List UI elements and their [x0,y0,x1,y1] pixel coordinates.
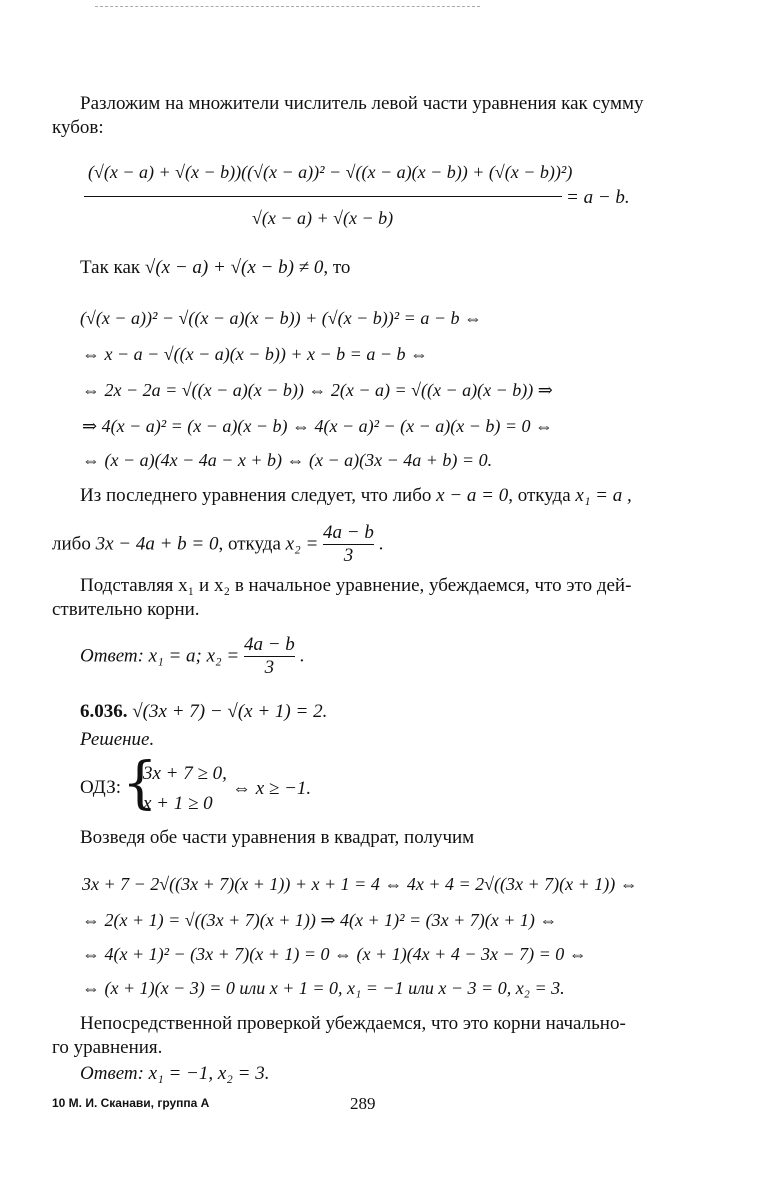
problem-equation: √(3x + 7) − √(x + 1) = 2. [132,701,328,722]
answer2-line [80,1062,269,1086]
big-fraction-rhs: = a − b. [566,187,630,208]
conclusion-expr-3: 3x − 4a + b = 0 [95,533,219,555]
conclusion-fraction [323,522,374,567]
intro-line-1: Разложим на множители числитель левой части уравнения как сумму [80,93,644,114]
conclusion-expr-1: x − a = 0 [436,485,509,506]
top-rule [95,6,480,7]
conclusion-mid-2: , откуда [218,533,281,555]
since-line [80,256,350,280]
odz-label: ОДЗ: [80,777,122,798]
answer1-fraction [244,634,295,679]
odz-cond-2: x + 1 ≥ 0 [143,793,213,814]
since-expr: √(x − a) + √(x − b) ≠ 0 [144,257,324,278]
problem-number: 6.036. [80,701,128,722]
big-fraction-denominator: √(x − a) + √(x − b) [252,208,394,228]
page-number: 289 [350,1094,376,1113]
chain2-line-2: ⇔ 2(x + 1) = √((3x + 7)(x + 1)) ⇒ 4(x + 1)² = (3x + 7)(x + 1) ⇔ [82,910,558,930]
chain1-line-1: (√(x − a))² − √((x − a)(x − b)) + (√(x − b))² = a − b ⇔ [80,308,482,328]
conclusion-end: . [378,533,384,555]
conclusion-text: Из последнего уравнения следует, что либо [80,485,432,506]
chain2-line-4: ⇔ (x + 1)(x − 3) = 0 или x + 1 = 0, x₁ = −1 или x − 3 = 0, x₂ = 3. [82,978,565,998]
conclusion-either: либо [52,533,91,555]
answer2-expr: x₁ = −1, x₂ = 3. [148,1063,270,1084]
answer1-line [80,634,304,679]
conclusion-expr-2: x₁ = a , [575,485,632,506]
answer2-label: Ответ: [80,1063,144,1084]
chain1-line-2: ⇔ x − a − √((x − a)(x − b)) + x − b = a − b ⇔ [82,344,428,364]
chain2-line-3: ⇔ 4(x + 1)² − (3x + 7)(x + 1) = 0 ⇔ (x + 1)(4x + 4 − 3x − 7) = 0 ⇔ [82,944,587,964]
conclusion-frac-num: 4a − b [323,522,374,543]
answer1-expr: x₁ = a; x₂ = [148,645,240,667]
chain1-line-4: ⇒ 4(x − a)² = (x − a)(x − b) ⇔ 4(x − a)² − (x − a)(x − b) = 0 ⇔ [82,416,554,436]
chain1-line-3: ⇔ 2x − 2a = √((x − a)(x − b)) ⇔ 2(x − a) = √((x − a)(x − b)) ⇒ [82,380,553,400]
intro-line-2: кубов: [52,117,104,138]
conclusion-x2: x₂ = [285,533,319,555]
conclusion-mid-1: , откуда [508,485,571,506]
answer1-end: . [299,645,305,667]
since-text: Так как [80,257,141,278]
check-line-2: го уравнения. [52,1037,163,1058]
substitution-line-1: Подставляя x₁ и x₂ в начальное уравнение, убеждаемся, что это дей- [80,575,632,596]
footer-signature: 10 М. И. Сканави, группа А [52,1096,210,1110]
odz-result: ⇔ x ≥ −1. [232,778,312,799]
chain2-line-1: 3x + 7 − 2√((3x + 7)(x + 1)) + x + 1 = 4 ⇔ 4x + 4 = 2√((3x + 7)(x + 1)) ⇔ [82,874,638,894]
conclusion-line-2 [52,522,383,567]
odz-cond-1: 3x + 7 ≥ 0, [143,763,227,784]
answer1-frac-num: 4a − b [243,634,295,655]
square-text: Возведя обе части уравнения в квадрат, получим [80,827,475,848]
odz-brace: { [122,751,158,816]
chain1-line-5: ⇔ (x − a)(4x − 4a − x + b) ⇔ (x − a)(3x − 4a + b) = 0. [82,450,493,470]
since-after: , то [323,257,351,278]
conclusion-line-1 [80,484,632,508]
answer1-label: Ответ: [80,645,144,667]
big-fraction-numerator: (√(x − a) + √(x − b))((√(x − a))² − √((x − a)(x − b)) + (√(x − b))²) [88,162,573,182]
solution-label: Решение. [80,729,155,750]
check-line-1: Непосредственной проверкой убеждаемся, что это корни начально- [80,1013,626,1034]
big-fraction-bar [84,196,562,197]
problem-line [80,700,327,724]
answer1-frac-den: 3 [244,656,295,679]
conclusion-frac-den: 3 [323,544,374,567]
substitution-line-2: ствительно корни. [52,599,200,620]
